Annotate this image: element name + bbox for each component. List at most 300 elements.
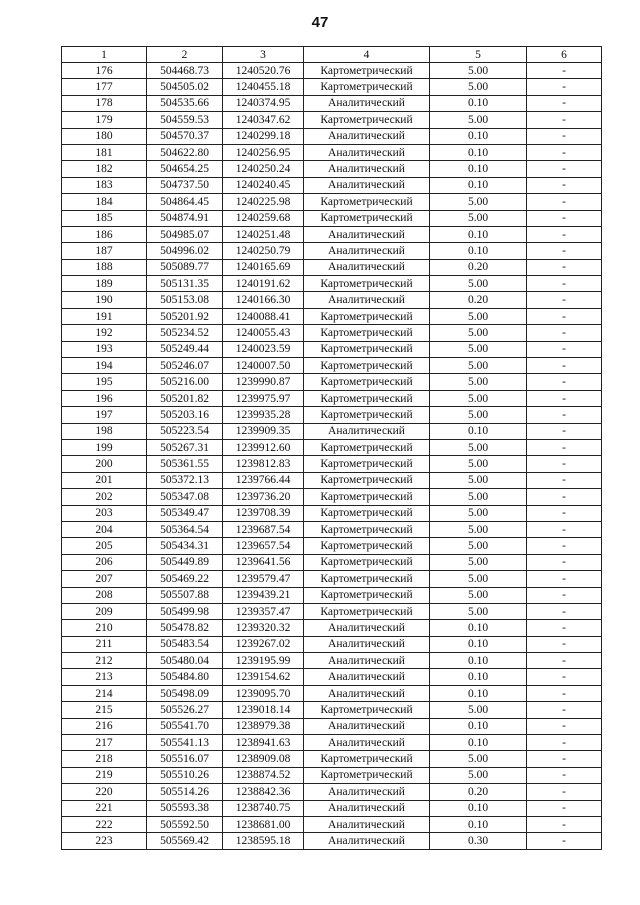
y-coordinate-cell: 1238740.75 — [223, 800, 304, 816]
y-coordinate-cell: 1239909.35 — [223, 423, 304, 439]
note-cell: - — [527, 308, 602, 324]
column-header: 1 — [62, 47, 147, 63]
accuracy-cell: 5.00 — [430, 456, 527, 472]
method-cell: Аналитический — [304, 144, 430, 160]
point-number-cell: 190 — [62, 292, 147, 308]
point-number-cell: 184 — [62, 194, 147, 210]
x-coordinate-cell: 505201.82 — [147, 390, 223, 406]
x-coordinate-cell: 505516.07 — [147, 751, 223, 767]
accuracy-cell: 5.00 — [430, 489, 527, 505]
y-coordinate-cell: 1239579.47 — [223, 571, 304, 587]
accuracy-cell: 0.10 — [430, 226, 527, 242]
note-cell: - — [527, 210, 602, 226]
table-row — [62, 308, 602, 324]
table-row — [62, 521, 602, 537]
method-cell: Аналитический — [304, 177, 430, 193]
method-cell: Картометрический — [304, 751, 430, 767]
table-row — [62, 276, 602, 292]
accuracy-cell: 0.10 — [430, 685, 527, 701]
column-header: 6 — [527, 47, 602, 63]
table-row — [62, 79, 602, 95]
point-number-cell: 183 — [62, 177, 147, 193]
y-coordinate-cell: 1238595.18 — [223, 833, 304, 849]
point-number-cell: 197 — [62, 407, 147, 423]
accuracy-cell: 5.00 — [430, 341, 527, 357]
note-cell: - — [527, 95, 602, 111]
table-row — [62, 784, 602, 800]
y-coordinate-cell: 1239687.54 — [223, 521, 304, 537]
column-header: 4 — [304, 47, 430, 63]
point-number-cell: 216 — [62, 718, 147, 734]
point-number-cell: 185 — [62, 210, 147, 226]
method-cell: Аналитический — [304, 735, 430, 751]
accuracy-cell: 5.00 — [430, 472, 527, 488]
note-cell: - — [527, 341, 602, 357]
accuracy-cell: 5.00 — [430, 390, 527, 406]
method-cell: Картометрический — [304, 472, 430, 488]
y-coordinate-cell: 1239657.54 — [223, 538, 304, 554]
point-number-cell: 213 — [62, 669, 147, 685]
point-number-cell: 211 — [62, 636, 147, 652]
x-coordinate-cell: 505510.26 — [147, 767, 223, 783]
accuracy-cell: 0.10 — [430, 423, 527, 439]
method-cell: Аналитический — [304, 685, 430, 701]
method-cell: Картометрический — [304, 571, 430, 587]
page-number: 47 — [311, 14, 329, 31]
y-coordinate-cell: 1239154.62 — [223, 669, 304, 685]
table-row — [62, 620, 602, 636]
note-cell: - — [527, 816, 602, 832]
y-coordinate-cell: 1239912.60 — [223, 439, 304, 455]
point-number-cell: 204 — [62, 521, 147, 537]
note-cell: - — [527, 702, 602, 718]
table-row — [62, 685, 602, 701]
x-coordinate-cell: 505201.92 — [147, 308, 223, 324]
note-cell: - — [527, 358, 602, 374]
method-cell: Картометрический — [304, 63, 430, 79]
coordinates-table — [61, 46, 602, 850]
accuracy-cell: 5.00 — [430, 587, 527, 603]
note-cell: - — [527, 63, 602, 79]
table-row — [62, 177, 602, 193]
table-row — [62, 587, 602, 603]
x-coordinate-cell: 504535.66 — [147, 95, 223, 111]
table-row — [62, 538, 602, 554]
x-coordinate-cell: 504622.80 — [147, 144, 223, 160]
method-cell: Картометрический — [304, 390, 430, 406]
note-cell: - — [527, 718, 602, 734]
note-cell: - — [527, 456, 602, 472]
accuracy-cell: 5.00 — [430, 538, 527, 554]
method-cell: Картометрический — [304, 374, 430, 390]
y-coordinate-cell: 1240250.24 — [223, 161, 304, 177]
method-cell: Аналитический — [304, 161, 430, 177]
x-coordinate-cell: 505478.82 — [147, 620, 223, 636]
x-coordinate-cell: 505514.26 — [147, 784, 223, 800]
table-row — [62, 243, 602, 259]
point-number-cell: 179 — [62, 112, 147, 128]
note-cell: - — [527, 374, 602, 390]
table-row — [62, 636, 602, 652]
column-header: 2 — [147, 47, 223, 63]
table-row — [62, 833, 602, 849]
y-coordinate-cell: 1239320.32 — [223, 620, 304, 636]
point-number-cell: 202 — [62, 489, 147, 505]
accuracy-cell: 0.10 — [430, 735, 527, 751]
y-coordinate-cell: 1240299.18 — [223, 128, 304, 144]
method-cell: Картометрический — [304, 358, 430, 374]
point-number-cell: 220 — [62, 784, 147, 800]
method-cell: Картометрический — [304, 210, 430, 226]
point-number-cell: 214 — [62, 685, 147, 701]
note-cell: - — [527, 620, 602, 636]
note-cell: - — [527, 538, 602, 554]
accuracy-cell: 0.10 — [430, 653, 527, 669]
x-coordinate-cell: 505361.55 — [147, 456, 223, 472]
note-cell: - — [527, 521, 602, 537]
x-coordinate-cell: 505249.44 — [147, 341, 223, 357]
y-coordinate-cell: 1238681.00 — [223, 816, 304, 832]
note-cell: - — [527, 226, 602, 242]
point-number-cell: 188 — [62, 259, 147, 275]
note-cell: - — [527, 259, 602, 275]
note-cell: - — [527, 653, 602, 669]
note-cell: - — [527, 292, 602, 308]
table-row — [62, 63, 602, 79]
x-coordinate-cell: 505349.47 — [147, 505, 223, 521]
note-cell: - — [527, 636, 602, 652]
x-coordinate-cell: 504864.45 — [147, 194, 223, 210]
x-coordinate-cell: 505234.52 — [147, 325, 223, 341]
point-number-cell: 218 — [62, 751, 147, 767]
table-header — [62, 47, 602, 63]
table-row — [62, 800, 602, 816]
note-cell: - — [527, 685, 602, 701]
y-coordinate-cell: 1240023.59 — [223, 341, 304, 357]
method-cell: Картометрический — [304, 325, 430, 341]
accuracy-cell: 5.00 — [430, 571, 527, 587]
x-coordinate-cell: 505223.54 — [147, 423, 223, 439]
method-cell: Аналитический — [304, 636, 430, 652]
accuracy-cell: 0.10 — [430, 128, 527, 144]
note-cell: - — [527, 505, 602, 521]
note-cell: - — [527, 489, 602, 505]
y-coordinate-cell: 1238979.38 — [223, 718, 304, 734]
method-cell: Картометрический — [304, 194, 430, 210]
method-cell: Аналитический — [304, 653, 430, 669]
x-coordinate-cell: 505372.13 — [147, 472, 223, 488]
y-coordinate-cell: 1240240.45 — [223, 177, 304, 193]
y-coordinate-cell: 1240055.43 — [223, 325, 304, 341]
point-number-cell: 210 — [62, 620, 147, 636]
note-cell: - — [527, 423, 602, 439]
x-coordinate-cell: 505569.42 — [147, 833, 223, 849]
table-row — [62, 439, 602, 455]
method-cell: Картометрический — [304, 407, 430, 423]
point-number-cell: 201 — [62, 472, 147, 488]
note-cell: - — [527, 571, 602, 587]
point-number-cell: 186 — [62, 226, 147, 242]
x-coordinate-cell: 505246.07 — [147, 358, 223, 374]
y-coordinate-cell: 1238874.52 — [223, 767, 304, 783]
x-coordinate-cell: 505483.54 — [147, 636, 223, 652]
accuracy-cell: 0.20 — [430, 784, 527, 800]
point-number-cell: 189 — [62, 276, 147, 292]
x-coordinate-cell: 505526.27 — [147, 702, 223, 718]
y-coordinate-cell: 1239935.28 — [223, 407, 304, 423]
y-coordinate-cell: 1240520.76 — [223, 63, 304, 79]
method-cell: Аналитический — [304, 620, 430, 636]
table-row — [62, 226, 602, 242]
table-row — [62, 751, 602, 767]
note-cell: - — [527, 243, 602, 259]
table-body — [62, 63, 602, 850]
table-row — [62, 456, 602, 472]
y-coordinate-cell: 1239267.02 — [223, 636, 304, 652]
y-coordinate-cell: 1239990.87 — [223, 374, 304, 390]
x-coordinate-cell: 505131.35 — [147, 276, 223, 292]
x-coordinate-cell: 504985.07 — [147, 226, 223, 242]
accuracy-cell: 0.10 — [430, 177, 527, 193]
accuracy-cell: 5.00 — [430, 767, 527, 783]
note-cell: - — [527, 128, 602, 144]
table-row — [62, 571, 602, 587]
x-coordinate-cell: 505480.04 — [147, 653, 223, 669]
method-cell: Аналитический — [304, 784, 430, 800]
x-coordinate-cell: 504996.02 — [147, 243, 223, 259]
point-number-cell: 203 — [62, 505, 147, 521]
table-row — [62, 554, 602, 570]
table-row — [62, 292, 602, 308]
x-coordinate-cell: 505507.88 — [147, 587, 223, 603]
accuracy-cell: 5.00 — [430, 112, 527, 128]
accuracy-cell: 0.10 — [430, 718, 527, 734]
x-coordinate-cell: 504570.37 — [147, 128, 223, 144]
accuracy-cell: 5.00 — [430, 439, 527, 455]
table-row — [62, 472, 602, 488]
x-coordinate-cell: 505498.09 — [147, 685, 223, 701]
x-coordinate-cell: 505541.70 — [147, 718, 223, 734]
y-coordinate-cell: 1239018.14 — [223, 702, 304, 718]
note-cell: - — [527, 177, 602, 193]
accuracy-cell: 5.00 — [430, 751, 527, 767]
y-coordinate-cell: 1240256.95 — [223, 144, 304, 160]
y-coordinate-cell: 1239439.21 — [223, 587, 304, 603]
table-row — [62, 816, 602, 832]
table-row — [62, 423, 602, 439]
note-cell: - — [527, 669, 602, 685]
x-coordinate-cell: 504505.02 — [147, 79, 223, 95]
method-cell: Картометрический — [304, 554, 430, 570]
y-coordinate-cell: 1240225.98 — [223, 194, 304, 210]
accuracy-cell: 5.00 — [430, 505, 527, 521]
table-row — [62, 112, 602, 128]
point-number-cell: 205 — [62, 538, 147, 554]
note-cell: - — [527, 603, 602, 619]
note-cell: - — [527, 407, 602, 423]
accuracy-cell: 0.20 — [430, 292, 527, 308]
point-number-cell: 178 — [62, 95, 147, 111]
point-number-cell: 180 — [62, 128, 147, 144]
table-row — [62, 95, 602, 111]
method-cell: Аналитический — [304, 95, 430, 111]
method-cell: Аналитический — [304, 833, 430, 849]
note-cell: - — [527, 735, 602, 751]
x-coordinate-cell: 505484.80 — [147, 669, 223, 685]
point-number-cell: 187 — [62, 243, 147, 259]
point-number-cell: 212 — [62, 653, 147, 669]
x-coordinate-cell: 505592.50 — [147, 816, 223, 832]
y-coordinate-cell: 1239736.20 — [223, 489, 304, 505]
accuracy-cell: 5.00 — [430, 63, 527, 79]
x-coordinate-cell: 505153.08 — [147, 292, 223, 308]
note-cell: - — [527, 79, 602, 95]
point-number-cell: 176 — [62, 63, 147, 79]
method-cell: Картометрический — [304, 702, 430, 718]
table-row — [62, 194, 602, 210]
method-cell: Аналитический — [304, 423, 430, 439]
y-coordinate-cell: 1239641.56 — [223, 554, 304, 570]
y-coordinate-cell: 1240166.30 — [223, 292, 304, 308]
note-cell: - — [527, 276, 602, 292]
method-cell: Картометрический — [304, 603, 430, 619]
y-coordinate-cell: 1240455.18 — [223, 79, 304, 95]
accuracy-cell: 0.10 — [430, 669, 527, 685]
point-number-cell: 182 — [62, 161, 147, 177]
accuracy-cell: 0.20 — [430, 259, 527, 275]
point-number-cell: 200 — [62, 456, 147, 472]
method-cell: Аналитический — [304, 226, 430, 242]
note-cell: - — [527, 161, 602, 177]
note-cell: - — [527, 800, 602, 816]
table-row — [62, 505, 602, 521]
y-coordinate-cell: 1238909.08 — [223, 751, 304, 767]
method-cell: Картометрический — [304, 538, 430, 554]
table-row — [62, 358, 602, 374]
method-cell: Аналитический — [304, 816, 430, 832]
method-cell: Аналитический — [304, 669, 430, 685]
method-cell: Картометрический — [304, 341, 430, 357]
point-number-cell: 199 — [62, 439, 147, 455]
table-row — [62, 407, 602, 423]
table-row — [62, 128, 602, 144]
accuracy-cell: 0.10 — [430, 144, 527, 160]
point-number-cell: 219 — [62, 767, 147, 783]
point-number-cell: 177 — [62, 79, 147, 95]
accuracy-cell: 0.10 — [430, 620, 527, 636]
y-coordinate-cell: 1240251.48 — [223, 226, 304, 242]
accuracy-cell: 0.10 — [430, 800, 527, 816]
accuracy-cell: 5.00 — [430, 374, 527, 390]
table-row — [62, 767, 602, 783]
y-coordinate-cell: 1240007.50 — [223, 358, 304, 374]
table-row — [62, 341, 602, 357]
point-number-cell: 206 — [62, 554, 147, 570]
method-cell: Аналитический — [304, 292, 430, 308]
point-number-cell: 223 — [62, 833, 147, 849]
y-coordinate-cell: 1240191.62 — [223, 276, 304, 292]
x-coordinate-cell: 505267.31 — [147, 439, 223, 455]
table-row — [62, 374, 602, 390]
column-header: 3 — [223, 47, 304, 63]
note-cell: - — [527, 554, 602, 570]
x-coordinate-cell: 505434.31 — [147, 538, 223, 554]
y-coordinate-cell: 1238842.36 — [223, 784, 304, 800]
point-number-cell: 207 — [62, 571, 147, 587]
point-number-cell: 193 — [62, 341, 147, 357]
x-coordinate-cell: 504874.91 — [147, 210, 223, 226]
x-coordinate-cell: 504559.53 — [147, 112, 223, 128]
accuracy-cell: 5.00 — [430, 194, 527, 210]
method-cell: Картометрический — [304, 79, 430, 95]
accuracy-cell: 5.00 — [430, 407, 527, 423]
note-cell: - — [527, 751, 602, 767]
method-cell: Аналитический — [304, 718, 430, 734]
accuracy-cell: 0.30 — [430, 833, 527, 849]
point-number-cell: 181 — [62, 144, 147, 160]
method-cell: Картометрический — [304, 456, 430, 472]
x-coordinate-cell: 505449.89 — [147, 554, 223, 570]
note-cell: - — [527, 112, 602, 128]
accuracy-cell: 0.10 — [430, 636, 527, 652]
table-row — [62, 603, 602, 619]
table-row — [62, 653, 602, 669]
method-cell: Картометрический — [304, 308, 430, 324]
column-header: 5 — [430, 47, 527, 63]
method-cell: Картометрический — [304, 112, 430, 128]
y-coordinate-cell: 1239708.39 — [223, 505, 304, 521]
point-number-cell: 196 — [62, 390, 147, 406]
table-row — [62, 669, 602, 685]
accuracy-cell: 0.10 — [430, 816, 527, 832]
x-coordinate-cell: 505347.08 — [147, 489, 223, 505]
method-cell: Картометрический — [304, 439, 430, 455]
note-cell: - — [527, 390, 602, 406]
method-cell: Картометрический — [304, 587, 430, 603]
y-coordinate-cell: 1240088.41 — [223, 308, 304, 324]
y-coordinate-cell: 1240165.69 — [223, 259, 304, 275]
y-coordinate-cell: 1240347.62 — [223, 112, 304, 128]
method-cell: Картометрический — [304, 489, 430, 505]
point-number-cell: 195 — [62, 374, 147, 390]
table-row — [62, 161, 602, 177]
accuracy-cell: 5.00 — [430, 554, 527, 570]
point-number-cell: 208 — [62, 587, 147, 603]
table-row — [62, 735, 602, 751]
x-coordinate-cell: 505089.77 — [147, 259, 223, 275]
note-cell: - — [527, 194, 602, 210]
note-cell: - — [527, 784, 602, 800]
x-coordinate-cell: 504737.50 — [147, 177, 223, 193]
point-number-cell: 215 — [62, 702, 147, 718]
table-row — [62, 702, 602, 718]
table-row — [62, 489, 602, 505]
point-number-cell: 222 — [62, 816, 147, 832]
point-number-cell: 194 — [62, 358, 147, 374]
x-coordinate-cell: 505499.98 — [147, 603, 223, 619]
method-cell: Аналитический — [304, 243, 430, 259]
method-cell: Картометрический — [304, 521, 430, 537]
note-cell: - — [527, 144, 602, 160]
method-cell: Аналитический — [304, 800, 430, 816]
point-number-cell: 209 — [62, 603, 147, 619]
method-cell: Картометрический — [304, 276, 430, 292]
x-coordinate-cell: 505469.22 — [147, 571, 223, 587]
point-number-cell: 192 — [62, 325, 147, 341]
accuracy-cell: 5.00 — [430, 79, 527, 95]
table-row — [62, 210, 602, 226]
note-cell: - — [527, 587, 602, 603]
